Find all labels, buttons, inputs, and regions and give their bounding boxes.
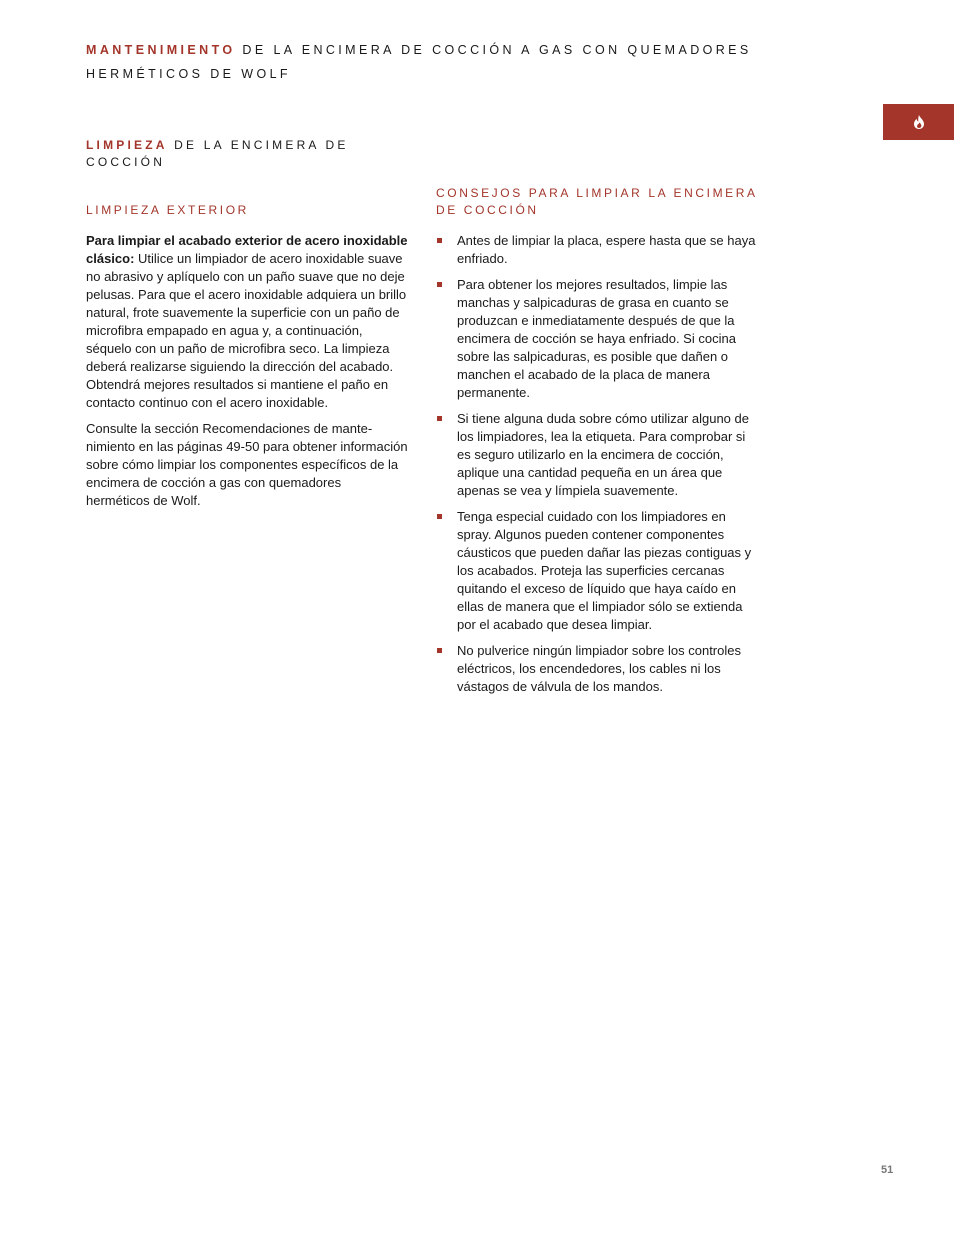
exterior-cleaning-text: Utilice un limpiador de acero inoxidable suave no abrasivo y aplíquelo con un paño suave que no deje pelusas. Para que el acero inoxidable adquiera un brillo natural, frote suavemente la superficie con un paño de microfibra empapado en agua y, a continuación, séquelo con un paño de microfibra seco. La limpieza deberá realizarse siguiendo la dirección del acabado. Obtendrá mejores resultados si mantiene el paño en contacto continuo con el acero inoxidable. <box>86 251 407 410</box>
exterior-cleaning-paragraph <box>86 232 408 412</box>
tips-heading: CONSEJOS PARA LIMPIAR LA ENCIMERA DE COCCIÓN <box>436 186 757 217</box>
section-title-rest: DE LA ENCIMERA DE COCCIÓN <box>86 138 349 169</box>
section-title-strong: LIMPIEZA <box>86 138 168 152</box>
section-title <box>86 137 386 171</box>
exterior-cleaning-heading: LIMPIEZA EXTERIOR <box>86 203 249 217</box>
header-rest: DE LA ENCIMERA DE COCCIÓN A GAS CON QUEMADORES HERMÉTICOS DE WOLF <box>86 43 752 81</box>
right-column <box>436 185 758 704</box>
tips-list <box>436 232 758 696</box>
list-item: Tenga especial cuidado con los limpiadores en spray. Algunos pueden contener componentes cáusticos que pueden dañar las piezas contiguas y los acabados. Proteja las superficies cercanas quitando el exceso de líquido que haya caído en ellas de manera que el limpiador sólo se extienda por el acabado que desea limpiar. <box>436 508 758 634</box>
list-item: Antes de limpiar la placa, espere hasta que se haya enfriado. <box>436 232 758 268</box>
bullet-square-icon <box>437 238 442 243</box>
exterior-cleaning-lead: Para limpiar el acabado exterior de acero inoxidable clásico: <box>86 233 408 266</box>
bullet-square-icon <box>437 514 442 519</box>
page-number: 51 <box>881 1164 894 1176</box>
recommendations-paragraph: Consulte la sección Recomendaciones de mantenimiento en las páginas 49-50 para obtener información sobre cómo limpiar los componentes específicos de la encimera de cocción a gas con quemadores herméticos de Wolf. <box>86 421 408 508</box>
section-tab <box>883 104 954 140</box>
header-strong: MANTENIMIENTO <box>86 43 236 57</box>
flame-icon <box>913 115 925 129</box>
list-item: Para obtener los mejores resultados, limpie las manchas y salpicaduras de grasa en cuanto se produzcan e inmediatamente después de que la encimera de cocción se haya enfriado. Si cocina sobre las salpicaduras, es posible que dañen o manchen el acabado de la placa de manera permanente. <box>436 276 758 402</box>
bullet-square-icon <box>437 282 442 287</box>
page-header <box>86 38 786 86</box>
bullet-square-icon <box>437 648 442 653</box>
list-item: No pulverice ningún limpiador sobre los controles eléctricos, los encendedores, los cables ni los vástagos de válvula de los mandos. <box>436 642 758 696</box>
list-item: Si tiene alguna duda sobre cómo utilizar alguno de los limpiadores, lea la etiqueta. Para comprobar si es seguro utilizarlo en la encimera de cocción, aplique una cantidad pequeña en un área que apenas se vea y límpiela suavemente. <box>436 410 758 500</box>
bullet-square-icon <box>437 416 442 421</box>
left-column <box>86 202 408 510</box>
